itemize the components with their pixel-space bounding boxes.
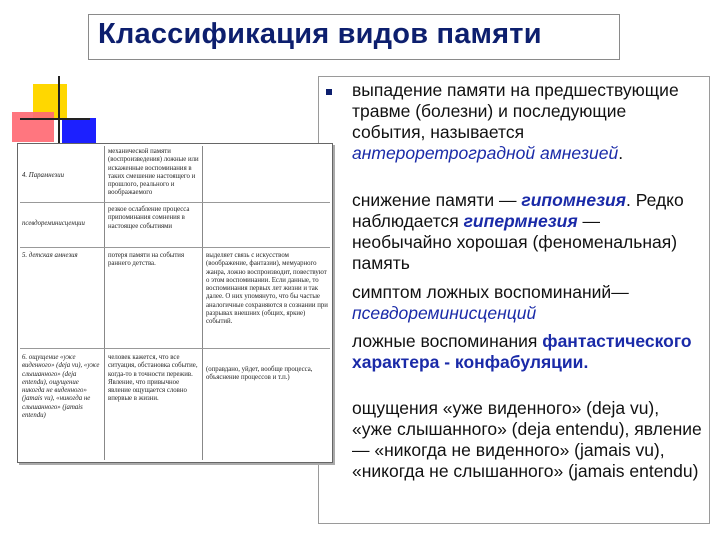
scan-cell: выделяет связь с искусством (воображение, фантазии), мемуарного жанра, ложно воспроизводит, повествуют о этом воспоминании. Если данные, то воспоминания первых лет жизни и так далее. О них упомянуто, что бы частые аналогичные сохраняются в сознании при разрывах внешних (общих, яркие) событий. bbox=[206, 252, 328, 326]
scan-cell: 6. ощущение «уже виденного» (deja vu), «уже слышанного» (deja entendu), ощущение никогда не виденного» (jamais vu), «никогда не слышанного» (jamais entendu) bbox=[22, 354, 100, 420]
bullet-marker-1 bbox=[326, 89, 332, 95]
term-confabulation: фантастического характера - конфабуляции. bbox=[352, 331, 692, 372]
scan-cell: (оправдано, уйдет, вообще процесса, объяснение процессов и т.п.) bbox=[206, 366, 313, 382]
bullet-text-2: снижение памяти — гипомнезия. Редко наблюдается гипермнезия — необычайно хорошая (феноменальная) память bbox=[352, 190, 684, 273]
bullet-text-3: симптом ложных воспоминаний— псевдореминисценций bbox=[352, 282, 629, 323]
term-hypomnesia: гипомнезия bbox=[521, 190, 626, 210]
scan-cell: человек кажется, что все ситуация, обстановка событие, когда-то в точности пережив. Явление, что привычное явление ощущается словно впервые в жизни. bbox=[108, 354, 198, 403]
scan-cell: псевдореминисценции bbox=[22, 220, 85, 227]
decor-horizontal-line bbox=[20, 118, 90, 120]
scan-cell: резкое ослабление процесса припоминания сомнения в настоящее событиями bbox=[108, 206, 190, 230]
scan-cell: 5. детская амнезия bbox=[22, 252, 78, 259]
term-pseudoreminiscence: псевдореминисценций bbox=[352, 303, 537, 323]
bullet-text-1: выпадение памяти на предшествующие травме (болезни) и последующие события, называется антероретроградной амнезией. bbox=[352, 80, 679, 163]
scanned-table-image bbox=[17, 143, 333, 463]
scan-cell: механической памяти (воспроизведения) ложные или искаженные воспоминания в таких смешение настоящего и прошлого, реального и воображаемого bbox=[108, 148, 199, 197]
bullet-text-5: ощущения «уже виденного» (deja vu), «уже слышанного» (deja entendu), явление — «никогда не виденного» (jamais vu), «никогда не слышанного» (jamais entendu) bbox=[352, 398, 702, 481]
decor-red-square bbox=[12, 112, 54, 142]
term-hypermnesia: гипермнезия bbox=[463, 211, 578, 231]
page-title: Классификация видов памяти bbox=[98, 18, 542, 50]
term-anteroretrograde: антероретроградной амнезией bbox=[352, 143, 619, 163]
scan-cell: 4. Парамнезии bbox=[22, 172, 64, 179]
scan-cell: потеря памяти на события раннего детства. bbox=[108, 252, 185, 268]
bullet-text-4: ложные воспоминания фантастического характера - конфабуляции. bbox=[352, 331, 692, 372]
